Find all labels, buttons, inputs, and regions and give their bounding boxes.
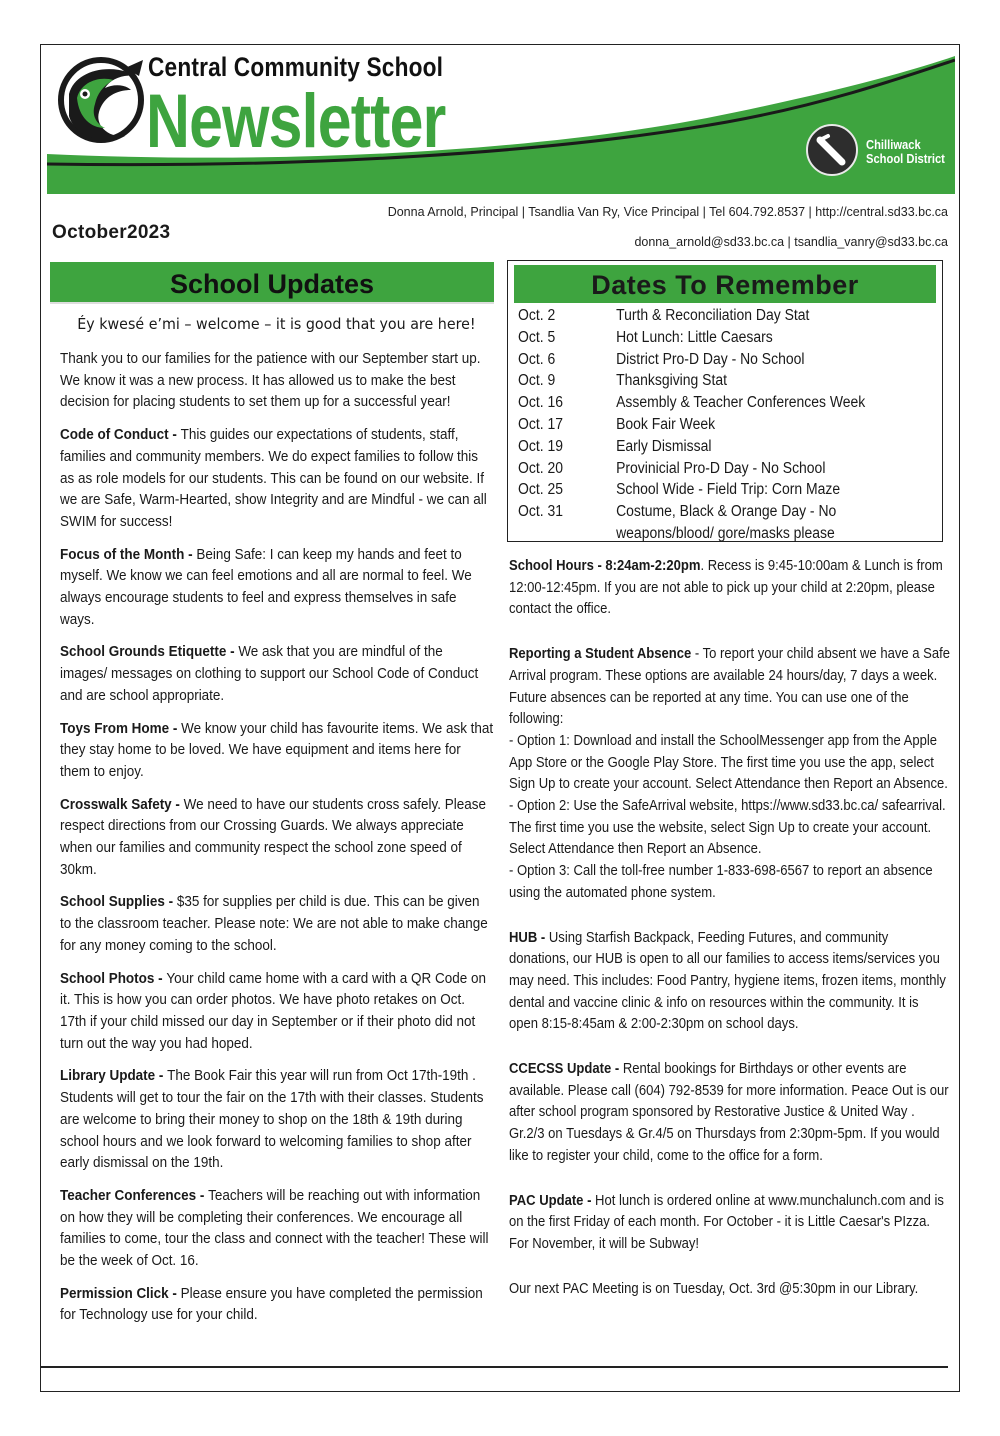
pac-meeting: Our next PAC Meeting is on Tuesday, Oct. 3rd @5:30pm in our Library. bbox=[509, 1280, 919, 1297]
district-name-line2: School District bbox=[866, 151, 945, 166]
update-item-title: Library Update - bbox=[60, 1068, 168, 1085]
date-value: Oct. 6 bbox=[518, 350, 556, 368]
welcome-message: Éy kwesé e’mi – welcome – it is good that you are here! bbox=[77, 315, 476, 333]
update-item-title: Crosswalk Safety - bbox=[60, 796, 184, 813]
update-item-title: Toys From Home - bbox=[60, 720, 182, 737]
date-event: Turth & Reconciliation Day Stat bbox=[616, 307, 810, 324]
pac-paragraph bbox=[509, 1191, 950, 1256]
date-event: Early Dismissal bbox=[616, 437, 712, 455]
pac-title: PAC Update - bbox=[509, 1192, 596, 1209]
date-value: Oct. 31 bbox=[518, 503, 563, 521]
dates-list bbox=[518, 305, 938, 545]
update-item-text: Teachers will be reaching out with information on how they will be completing their conferences. We encourage all families to come, tour the class and connect with the teacher! These will be the week of Oct. 16. bbox=[60, 1187, 489, 1270]
salmon-icon bbox=[55, 54, 147, 146]
district-name bbox=[866, 138, 945, 166]
hub-title: HUB - bbox=[509, 929, 549, 946]
salmon-logo bbox=[55, 54, 147, 146]
updates-list bbox=[60, 425, 492, 1327]
date-row bbox=[518, 501, 937, 545]
date-event: Book Fair Week bbox=[616, 415, 716, 433]
update-item-text: This guides our expectations of students, staff, families and community members. We do expect families to follow this as as role models for our students. This can be found on our website. If we are Safe, Warm-Hearted, show Integrity and are Mindful - we can all SWIM for success! bbox=[60, 427, 487, 530]
date-event: Assembly & Teacher Conferences Week bbox=[616, 394, 866, 412]
date-row bbox=[518, 436, 937, 458]
dates-heading: Dates To Remember bbox=[514, 265, 936, 303]
date-event: School Wide - Field Trip: Corn Maze bbox=[616, 481, 841, 499]
update-item bbox=[60, 1284, 493, 1327]
date-event: Thanksgiving Stat bbox=[616, 372, 727, 390]
absence-option-3: - Option 3: Call the toll-free number 1-833-698-6567 to report an absence using the automated phone system. bbox=[509, 863, 933, 901]
dates-to-remember-box bbox=[507, 260, 943, 542]
ccecss-paragraph bbox=[509, 1059, 950, 1168]
district-logo-icon bbox=[806, 124, 858, 176]
date-row bbox=[518, 458, 937, 480]
email-addresses[interactable]: donna_arnold@sd33.bc.ca | tsandlia_vanry@sd33.bc.ca bbox=[634, 235, 948, 249]
update-item-text: We ask that you are mindful of the images/ messages on clothing to support our School Code of Conduct and are school appropriate. bbox=[60, 644, 479, 704]
date-value: Oct. 2 bbox=[518, 307, 556, 324]
absence-paragraph bbox=[509, 644, 950, 731]
absence-text: - To report your child absent we have a Safe Arrival program. These options are available 24 hours/day, 7 days a week. Future absences can be reported at any time. You can use one of the following: bbox=[509, 646, 950, 728]
update-item-title: School Grounds Etiquette - bbox=[60, 644, 239, 661]
update-item bbox=[60, 425, 493, 534]
school-hours-paragraph bbox=[509, 556, 950, 621]
hub-text: Using Starfish Backpack, Feeding Futures, and community donations, our HUB is open to all our families to access items/services you may need. This includes: Food Pantry, hygiene items, frozen items, monthly dental and vaccine clinic & info on resources within the community. It is open 8:15-8:45am & 2:00-2:30pm on school days. bbox=[509, 929, 946, 1033]
district-name-line1: Chilliwack bbox=[866, 137, 921, 152]
intro-paragraph: Thank you to our families for the patience with our September start up. We know it was a new process. It has allowed us to make the best decision for placing students to set them up for a successful year! bbox=[60, 351, 481, 411]
ccecss-title: CCECSS Update - bbox=[509, 1061, 623, 1078]
date-value: Oct. 25 bbox=[518, 481, 563, 499]
update-item bbox=[60, 642, 493, 707]
date-value: Oct. 19 bbox=[518, 437, 563, 455]
update-item bbox=[60, 1186, 493, 1273]
update-item-title: Teacher Conferences - bbox=[60, 1187, 209, 1204]
date-event: Hot Lunch: Little Caesars bbox=[616, 328, 773, 346]
ccecss-text: Rental bookings for Birthdays or other events are available. Please call (604) 792-8539 for more information. Peace Out is our after school program sponsored by Restorative Justice & United Way . Gr.2/3 on Tuesdays & Gr.4/5 on Thursdays from 2:30pm-5pm. If you would like to register your child, come to the office for a form. bbox=[509, 1061, 949, 1164]
update-item-text: Your child came home with a card with a QR Code on it. This is how you can order photos. We have photo retakes on Oct. 17th if your child missed our day in September or if their photo did not turn out the way you had hoped. bbox=[60, 970, 486, 1052]
date-row bbox=[518, 479, 937, 501]
date-value: Oct. 17 bbox=[518, 415, 563, 433]
update-item-text: We need to have our students cross safely. Please respect directions from our Crossing Guards. We always appreciate when our families and community respect the school zone speed of 30km. bbox=[60, 796, 487, 878]
update-item-title: School Supplies - bbox=[60, 894, 177, 911]
bottom-rule bbox=[40, 1366, 948, 1368]
update-item bbox=[60, 719, 493, 784]
update-item-text: The Book Fair this year will run from Oct 17th-19th . Students will get to tour the fair on the 17th with their classes. Students are welcome to bring their money to shop on the 18th & 19th during school hours and we look forward to welcoming families to shop after early dismissal on the 19th. bbox=[60, 1068, 484, 1172]
date-event: Provinicial Pro-D Day - No School bbox=[616, 459, 826, 477]
date-value: Oct. 20 bbox=[518, 459, 563, 477]
update-item bbox=[60, 969, 493, 1056]
date-row bbox=[518, 370, 937, 392]
update-item bbox=[60, 795, 493, 882]
date-value: Oct. 16 bbox=[518, 394, 563, 412]
absence-title: Reporting a Student Absence bbox=[509, 646, 692, 663]
date-event: District Pro-D Day - No School bbox=[616, 350, 805, 368]
date-event: Costume, Black & Orange Day - No weapons/blood/ gore/masks please bbox=[616, 503, 837, 542]
update-item bbox=[60, 892, 493, 957]
update-item bbox=[60, 1066, 493, 1175]
absence-option-1: - Option 1: Download and install the SchoolMessenger app from the Apple App Store or the Google Play Store. The first time you use the app, select Sign Up to create your account. Select Attendance then Report an Absence. bbox=[509, 732, 948, 793]
date-row bbox=[518, 327, 937, 349]
absence-option-2: - Option 2: Use the SafeArrival website, https://www.sd33.bc.ca/ safearrival. The first time you use the website, select Sign Up to create your account. Select Attendance then Report an Absence. bbox=[509, 798, 946, 858]
update-item-text: Please ensure you have completed the permission for Technology use for your child. bbox=[60, 1285, 483, 1324]
school-hours-text: . Recess is 9:45-10:00am & Lunch is from 12:00-12:45pm. If you are not able to pick up your child at 2:20pm, please contact the office. bbox=[509, 558, 943, 618]
info-column bbox=[509, 556, 950, 1311]
date-row bbox=[518, 349, 937, 371]
update-item-title: Permission Click - bbox=[60, 1285, 181, 1302]
update-item bbox=[60, 545, 493, 632]
issue-date: October2023 bbox=[52, 222, 171, 243]
update-item-text: Being Safe: I can keep my hands and feet to myself. We know we can feel emotions and all are normal to feel. We always encourage students to feel and express themselves in safe ways. bbox=[60, 546, 472, 628]
school-updates-heading: School Updates bbox=[50, 262, 494, 304]
newsletter-title: Newsletter bbox=[146, 79, 446, 164]
update-item-title: School Photos - bbox=[60, 970, 167, 987]
school-name: Central Community School bbox=[148, 52, 444, 82]
hub-paragraph bbox=[509, 928, 950, 1037]
date-value: Oct. 9 bbox=[518, 372, 556, 390]
contact-info: Donna Arnold, Principal | Tsandlia Van Ry, Vice Principal | Tel 604.792.8537 | http://central.sd33.bc.ca bbox=[387, 205, 948, 219]
pac-text: Hot lunch is ordered online at www.munchalunch.com and is on the first Friday of each month. For October - it is Little Caesar's PIzza. For November, it will be Subway! bbox=[509, 1192, 944, 1252]
date-row bbox=[518, 392, 937, 414]
school-updates-column bbox=[60, 262, 492, 1338]
update-item-title: Code of Conduct - bbox=[60, 427, 181, 444]
date-value: Oct. 5 bbox=[518, 328, 556, 346]
update-item-title: Focus of the Month - bbox=[60, 546, 197, 563]
update-item-text: $35 for supplies per child is due. This can be given to the classroom teacher. Please note: We are not able to make change for any money coming to the school. bbox=[60, 894, 488, 954]
date-row bbox=[518, 305, 937, 327]
date-row bbox=[518, 414, 937, 436]
update-item-text: We know your child has favourite items. We ask that they stay home to be loved. We have equipment and items here for them to enjoy. bbox=[60, 720, 494, 780]
school-hours-title: School Hours - 8:24am-2:20pm bbox=[509, 558, 701, 574]
